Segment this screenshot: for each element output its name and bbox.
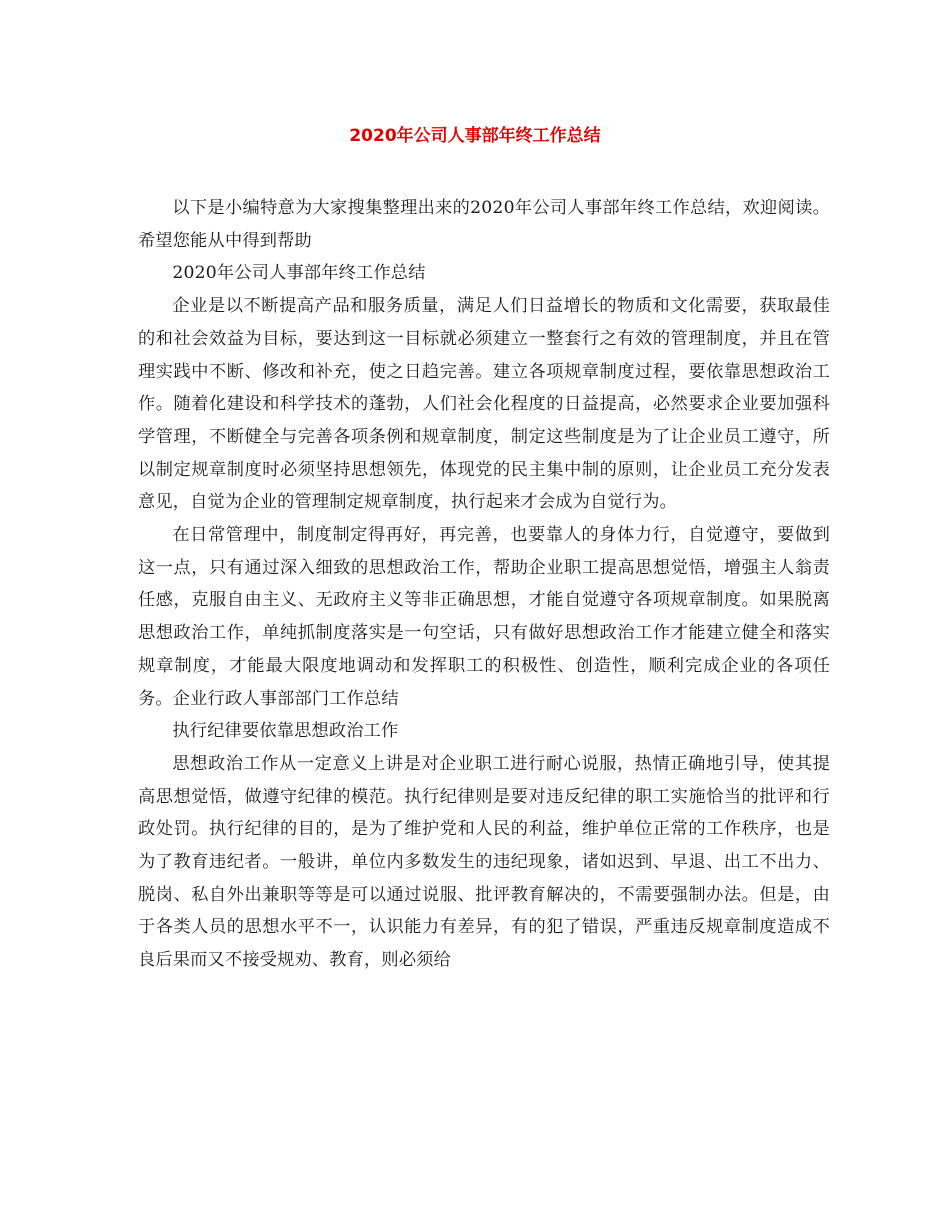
paragraph-subtitle: 2020年公司人事部年终工作总结 — [172, 263, 426, 284]
document-title: 2020年公司人事部年终工作总结 — [349, 126, 601, 146]
paragraph-body-3: 思想政治工作从一定意义上讲是对企业职工进行耐心说服，热情正确地引导，使其提高思想觉悟，做遵守纪律的模范。执行纪律则是要对违反纪律的职工实施恰当的批评和行政处罚。执行纪律的目的，是为了维护党和人民的利益，维护单位正常的工作秩序，也是为了教育违纪者。一般讲，单位内多数发生的违纪现象，诸如迟到、早退、出工不出力、脱岗、私自外出兼职等等是可以通过说服、批评教育解决的，不需要强制办法。但是，由于各类人员的思想水平不一，认识能力有差异，有的犯了错误，严重违反规章制度造成不良后果而又不接受规劝、教育，则必须给 — [138, 753, 830, 971]
paragraph-section-heading: 执行纪律要依靠思想政治工作 — [172, 721, 399, 742]
paragraph-intro: 以下是小编特意为大家搜集整理出来的2020年公司人事部年终工作总结，欢迎阅读。希望您能从中得到帮助 — [138, 198, 830, 251]
paragraph-body-1: 企业是以不断提高产品和服务质量，满足人们日益增长的物质和文化需要，获取最佳的和社会效益为目标，要达到这一目标就必须建立一整套行之有效的管理制度，并且在管理实践中不断、修改和补充，使之日趋完善。建立各项规章制度过程，要依靠思想政治工作。随着化建设和科学技术的蓬勃，人们社会化程度的日益提高，必然要求企业要加强科学管理，不断健全与完善各项条例和规章制度，制定这些制度是为了让企业员工遵守，所以制定规章制度时必须坚持思想领先，体现党的民主集中制的原则，让企业员工充分发表意见，自觉为企业的管理制定规章制度，执行起来才会成为自觉行为。 — [138, 296, 830, 513]
document-body — [138, 192, 830, 977]
paragraph-body-2: 在日常管理中，制度制定得再好，再完善，也要靠人的身体力行，自觉遵守，要做到这一点，只有通过深入细致的思想政治工作，帮助企业职工提高思想觉悟，增强主人翁责任感，克服自由主义、无政府主义等非正确思想，才能自觉遵守各项规章制度。如果脱离思想政治工作，单纯抓制度落实是一句空话，只有做好思想政治工作才能建立健全和落实规章制度，才能最大限度地调动和发挥职工的积极性、创造性，顺利完成企业的各项任务。企业行政人事部部门工作总结 — [138, 525, 830, 709]
